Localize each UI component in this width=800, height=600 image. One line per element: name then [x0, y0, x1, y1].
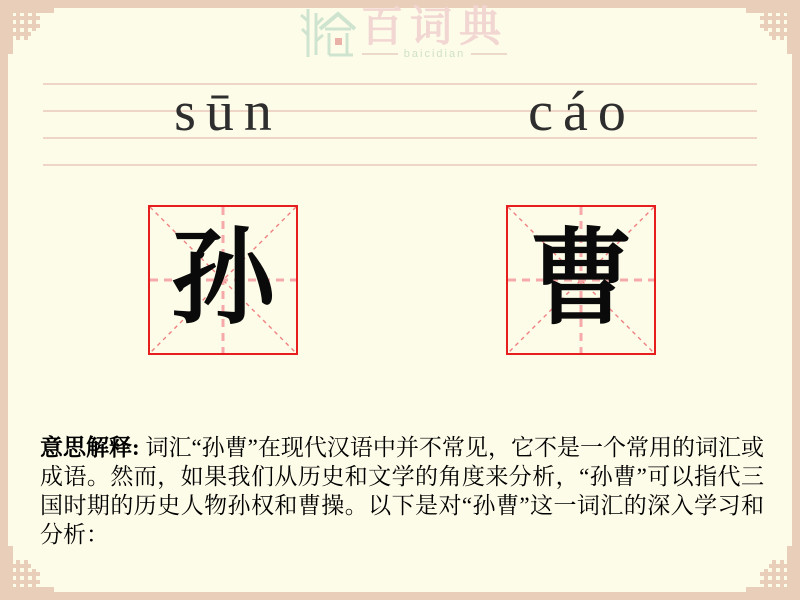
app-logo — [298, 5, 508, 66]
character-box-cao — [506, 205, 656, 355]
corner-ornament-top-left — [4, 4, 60, 60]
meaning-label: 意思解释: — [40, 435, 140, 460]
logo-subtitle: baicidian — [403, 48, 466, 60]
pinyin-guideline — [43, 164, 757, 166]
hanzi-cao: 曹 — [528, 222, 633, 337]
meaning-paragraph — [40, 433, 764, 549]
logo-title: 百词典 — [361, 5, 509, 51]
hanzi-sun: 孙 — [170, 222, 275, 337]
logo-divider-left — [362, 53, 398, 55]
character-box-sun — [148, 205, 298, 355]
logo-pavilion-bamboo-icon — [298, 5, 356, 66]
pinyin-sun: sūn — [174, 81, 282, 143]
logo-divider-right — [471, 53, 507, 55]
corner-ornament-top-right — [740, 4, 796, 60]
meaning-text: 词汇“孙曹”在现代汉语中并不常见，它不是一个常用的词汇或成语。然而，如果我们从历史和文学的角度来分析，“孙曹”可以指代三国时期的历史人物孙权和曹操。以下是对“孙曹”这一词汇的深入学习和分析： — [40, 435, 764, 547]
pinyin-cao: cáo — [528, 81, 636, 143]
